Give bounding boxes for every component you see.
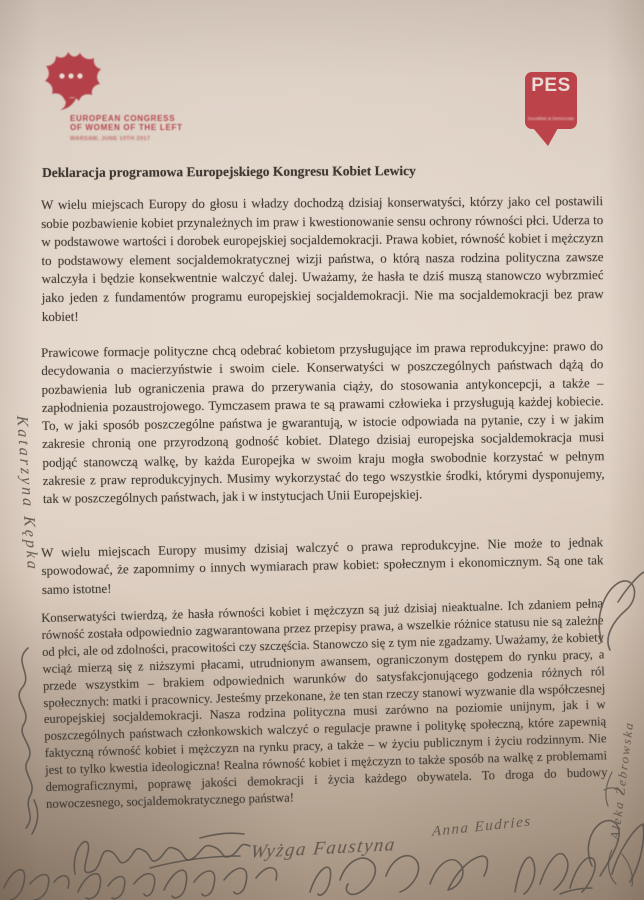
signature-bottom-row2-a xyxy=(4,870,69,900)
signature-aleka-zebrowska: Aleka Żebrowska xyxy=(607,719,637,841)
congress-logo-line2: OF WOMEN OF THE LEFT xyxy=(70,123,183,132)
paragraph-4: Konserwatyści twierdzą, że hasła równości kobiet i mężczyzn są już dzisiaj nieaktualne. Ich zdaniem pełna równość została odpowiednio zagwarantowana przez przepisy prawa, a wszelkie różnice statusu nie są zależne od płci, ale od zdolności, pracowitości czy szczęścia. Stanowczo się z tym nie zgadzamy. Uważamy, że kobiety wciąż mierzą się z niższymi płacami, utrudnionym awansem, ograniczonym dostępem do rynku pracy, a przede wszystkim – brakiem odpowiednich warunków do satysfakcjonującego godzenia różnych ról społecznych: matki i pracownicy. Jesteśmy przekonane, że ten stan rzeczy stanowi wyzwanie dla współczesnej europejskiej socjaldemokracji. Nasza rodzina polityczna musi zarówno na poziomie unijnym, jak i w poszczególnych państwach członkowskich walczyć o regulacje prawne i politykę społeczną, które zapewnią faktyczną równość kobiet i mężczyzn na rynku pracy, a także – w życiu publicznym i życiu rodzinnym. Nie jest to tylko kwestia ideologiczna! Realna równość kobiet i mężczyzn to także sposób na walkę z problemami demograficznymi, poprawę jakości demokracji i życia każdego obywatela. To droga do budowy nowoczesnego, socjaldemokratycznego państwa! xyxy=(41,596,608,811)
congress-logo-line1: EUROPEAN CONGRESS xyxy=(70,114,176,123)
signature-katarzyna-kepka: Katarzyna Kępka xyxy=(12,415,41,573)
signature-left-margin-2 xyxy=(19,648,37,834)
signature-bottom-row2-c xyxy=(310,856,488,896)
signature-right-flourish xyxy=(599,572,644,650)
signature-bottom-1 xyxy=(74,833,250,874)
signature-anna-eudries: Anna Eudries xyxy=(432,813,532,841)
congress-logo-line3: WARSAW, JUNE 10TH 2017 xyxy=(70,136,151,142)
signature-bottom-row2-d xyxy=(515,854,595,894)
signature-right-mark xyxy=(604,772,622,806)
signature-wyzga-faustyna: Wyżga Faustyna xyxy=(249,834,398,864)
paragraph-1: W wielu miejscach Europy do głosu i władzy dochodzą dzisiaj konserwatyści, którzy jako cel postawili sobie pozbawienie kobiet przynależnych im praw i kwestionowanie sensu ochrony równości płci. Uderza to w podstawowe wartości i dorobek europejskiej socjaldemokracji. Prawa kobiet, równość kobiet i mężczyzn to podstawowy element socjaldemokratycznej wizji państwa, o którą nasza rodzina polityczna zawsze walczyła i będzie konsekwentnie walczyć dalej. Uważamy, że hasła te dziś muszą stanowczo wybrzmieć jako jeden z fundamentów programu europejskiej socjaldemokracji. Nie ma socjaldemokracji bez praw kobiet! xyxy=(41,193,604,324)
pes-subtitle: Socialists & Democrats xyxy=(527,116,575,121)
paragraph-2: Prawicowe formacje polityczne chcą odebrać kobietom przysługujące im prawa reprodukcyjne: prawo do decydowania o macierzyństwie i swoim ciele. Konserwatyści w poszczególnych państwach dążą do pozbawienia lub ograniczenia prawa do przerywania ciąży, do stosowania antykoncepcji, a także – zapłodnienia pozaustrojowego. Tymczasem prawa te są prawami człowieka i przysługują każdej kobiecie. To, w jaki sposób poszczególne państwa je gwarantują, w istocie odpowiada na pytanie, czy i w jakim zakresie chronią one przyrodzoną godność kobiet. Dlatego dzisiaj europejska socjaldemokracja musi podjąć stanowczą walkę, by każda Europejka w swoim kraju mogła swobodnie korzystać w pełnym zakresie z praw reprodukcyjnych. Musimy wykorzystać do tego wszystkie środki, którymi dysponujemy, tak w poszczególnych państwach, jak i w instytucjach Unii Europejskiej. xyxy=(41,338,605,507)
pes-acronym: PES xyxy=(531,75,571,96)
signature-bottom-row2-b xyxy=(78,856,277,899)
paragraph-3: W wielu miejscach Europy musimy dzisiaj walczyć o prawa reprodukcyjne. Nie może to jednak spowodować, że zapomnimy o innych wymiarach praw kobiet: społecznym i ekonomicznym. Są one tak samo istotne! xyxy=(41,534,604,597)
signature-bottom-right-flourish xyxy=(588,821,643,882)
document-title: Deklaracja programowa Europejskiego Kongresu Kobiet Lewicy xyxy=(42,163,416,180)
